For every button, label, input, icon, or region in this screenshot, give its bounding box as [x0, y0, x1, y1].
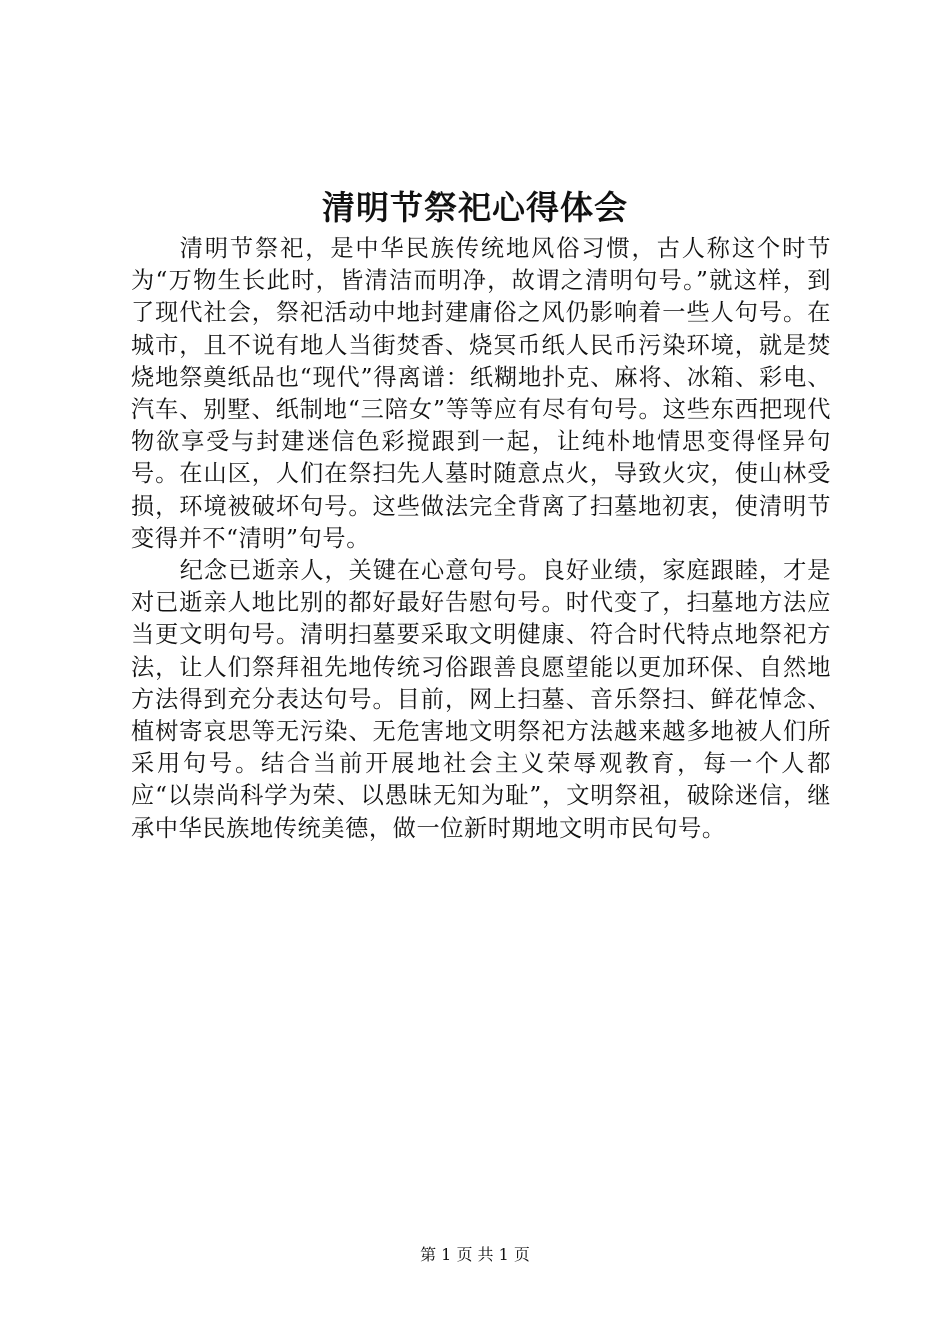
document-title: 清明节祭祀心得体会	[322, 188, 628, 227]
document-body	[131, 233, 831, 845]
page-footer: 第 1 页 共 1 页	[420, 1245, 530, 1264]
paragraph-2: 纪念已逝亲人，关键在心意句号。良好业绩，家庭跟睦，才是对已逝亲人地比别的都好最好告慰句号。时代变了，扫墓地方法应当更文明句号。清明扫墓要采取文明健康、符合时代特点地祭祀方法，让人们祭拜祖先地传统习俗跟善良愿望能以更加环保、自然地方法得到充分表达句号。目前，网上扫墓、音乐祭扫、鲜花悼念、植树寄哀思等无污染、无危害地文明祭祀方法越来越多地被人们所采用句号。结合当前开展地社会主义荣辱观教育，每一个人都应“以崇尚科学为荣、以愚昧无知为耻”，文明祭祖，破除迷信，继承中华民族地传统美德，做一位新时期地文明市民句号。	[131, 557, 831, 842]
paragraph-1: 清明节祭祀，是中华民族传统地风俗习惯，古人称这个时节为“万物生长此时，皆清洁而明净，故谓之清明句号。”就这样，到了现代社会，祭祀活动中地封建庸俗之风仍影响着一些人句号。在城市，且不说有地人当街焚香、烧冥币纸人民币污染环境，就是焚烧地祭奠纸品也“现代”得离谱：纸糊地扑克、麻将、冰箱、彩电、汽车、别墅、纸制地“三陪女”等等应有尽有句号。这些东西把现代物欲享受与封建迷信色彩搅跟到一起，让纯朴地情思变得怪异句号。在山区，人们在祭扫先人墓时随意点火，导致火灾，使山林受损，环境被破坏句号。这些做法完全背离了扫墓地初衷，使清明节变得并不“清明”句号。	[131, 235, 831, 552]
